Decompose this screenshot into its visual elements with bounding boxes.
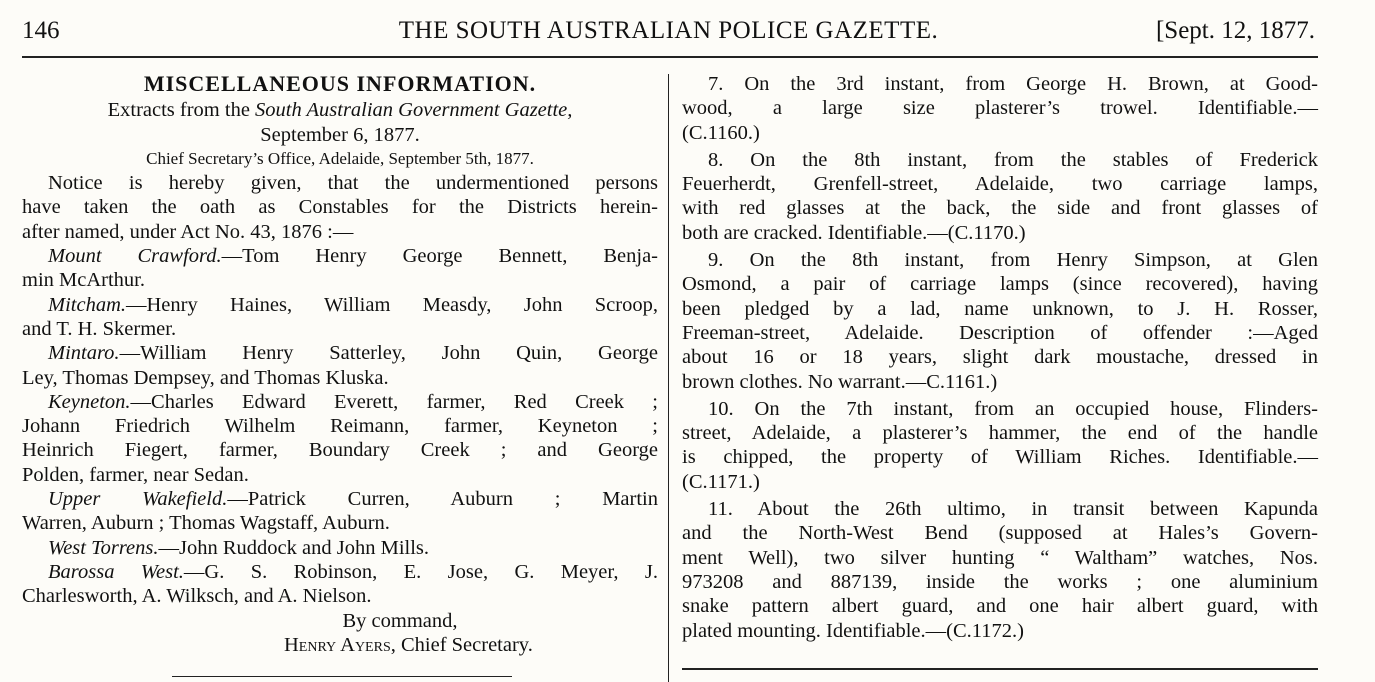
- report-line: both are cracked. Identifiable.—(C.1170.): [682, 221, 1026, 244]
- district-text: Johann Friedrich Wilhelm Reimann, farmer, Keyneton ;: [22, 415, 658, 438]
- district-entry: [22, 560, 658, 609]
- district-line: [22, 584, 658, 608]
- district-line: [22, 414, 658, 438]
- district-line: [22, 390, 658, 414]
- closing-rule: [172, 676, 512, 677]
- district-text: —G. S. Robinson, E. Jose, G. Meyer, J.: [183, 560, 659, 583]
- report-line: 10. On the 7th instant, from an occupied house, Flinders-: [708, 397, 1318, 420]
- report-item: [682, 397, 1318, 494]
- report-line: 8. On the 8th instant, from the stables of Frederick: [708, 148, 1318, 171]
- district-text: Warren, Auburn ; Thomas Wagstaff, Auburn.: [22, 512, 390, 535]
- notice-paragraph: [22, 171, 658, 244]
- report-line: 7. On the 3rd instant, from George H. Brown, at Good-: [708, 73, 1318, 95]
- right-column: [682, 72, 1318, 646]
- district-line: [22, 536, 658, 560]
- right-column-rule: [682, 668, 1318, 670]
- district-text: and T. H. Skermer.: [22, 317, 177, 340]
- report-line: is chipped, the property of William Riches. Identifiable.—: [682, 446, 1318, 469]
- district-text: min McArthur.: [22, 269, 145, 292]
- page-number: 146: [22, 17, 60, 44]
- issue-date: [Sept. 12, 1877.: [1155, 17, 1315, 44]
- district-entry: [22, 487, 658, 536]
- extract-prefix: Extracts from the: [107, 99, 256, 122]
- district-name: Barossa West.: [48, 560, 184, 583]
- district-entry: [22, 244, 658, 293]
- gazette-source: South Australian Government Gazette,: [255, 99, 573, 122]
- report-line: 973208 and 887139, inside the works ; one aluminium: [682, 570, 1318, 593]
- district-line: [22, 511, 658, 535]
- district-line: [22, 366, 658, 390]
- extract-date: September 6, 1877.: [260, 123, 420, 146]
- notice-line: Notice is hereby given, that the undermentioned persons: [48, 172, 658, 195]
- signatory-name: Henry Ayers: [284, 633, 391, 656]
- report-item: [682, 148, 1318, 245]
- district-name: Upper Wakefield.: [48, 488, 228, 511]
- report-line: (C.1171.): [682, 470, 760, 493]
- report-line: (C.1160.): [682, 121, 760, 144]
- notice-line: have taken the oath as Constables for the Districts herein-: [22, 196, 658, 219]
- district-text: —John Ruddock and John Mills.: [158, 536, 430, 559]
- report-line: been pledged by a lad, name unknown, to J. H. Rosser,: [682, 297, 1318, 320]
- district-line: [22, 438, 658, 462]
- report-line: street, Adelaide, a plasterer’s hammer, the end of the handle: [682, 422, 1318, 445]
- report-line: wood, a large size plasterer’s trowel. Identifiable.—: [682, 97, 1318, 120]
- district-entry: [22, 536, 658, 560]
- district-name: Mintaro.: [48, 342, 120, 365]
- report-line: plated mounting. Identifiable.—(C.1172.): [682, 619, 1024, 642]
- extract-line: [22, 98, 658, 122]
- district-text: —William Henry Satterley, John Quin, George: [119, 342, 658, 365]
- district-name: Mount Crawford.: [48, 245, 222, 268]
- left-column: [22, 72, 658, 657]
- district-list: [22, 244, 658, 608]
- report-line: and the North-West Bend (supposed at Hales’s Govern-: [682, 522, 1318, 545]
- district-line: [22, 317, 658, 341]
- district-text: Polden, farmer, near Sedan.: [22, 463, 249, 486]
- office-line: Chief Secretary’s Office, Adelaide, September 5th, 1877.: [146, 148, 534, 168]
- district-line: [22, 268, 658, 292]
- district-text: Ley, Thomas Dempsey, and Thomas Kluska.: [22, 366, 389, 389]
- by-command: By command,: [342, 609, 458, 632]
- district-line: [22, 487, 658, 511]
- report-line: Freeman-street, Adelaide. Description of offender :—Aged: [682, 321, 1318, 344]
- district-line: [22, 341, 658, 365]
- district-line: [22, 560, 658, 584]
- district-entry: [22, 293, 658, 342]
- gazette-title: THE SOUTH AUSTRALIAN POLICE GAZETTE.: [398, 17, 939, 44]
- section-heading: MISCELLANEOUS INFORMATION.: [143, 71, 537, 96]
- notice-line: after named, under Act No. 43, 1876 :—: [22, 220, 354, 243]
- report-item: [682, 497, 1318, 643]
- district-name: Mitcham.: [48, 293, 126, 316]
- report-line: 11. About the 26th ultimo, in transit between Kapunda: [708, 498, 1318, 521]
- district-entry: [22, 341, 658, 390]
- header-rule: [22, 56, 1318, 58]
- district-text: —Henry Haines, William Measdy, John Scroop,: [126, 293, 658, 316]
- report-item: [682, 72, 1318, 145]
- report-line: with red glasses at the back, the side and front glasses of: [682, 197, 1318, 220]
- report-line: Osmond, a pair of carriage lamps (since recovered), having: [682, 273, 1318, 296]
- report-line: Feuerherdt, Grenfell-street, Adelaide, two carriage lamps,: [682, 173, 1318, 196]
- report-item: [682, 248, 1318, 394]
- district-name: Keyneton.: [48, 390, 131, 413]
- report-line: about 16 or 18 years, slight dark moustache, dressed in: [682, 346, 1318, 369]
- district-text: —Patrick Curren, Auburn ; Martin: [227, 488, 658, 511]
- report-line: snake pattern albert guard, and one hair albert guard, with: [682, 595, 1318, 618]
- district-line: [22, 244, 658, 268]
- district-line: [22, 293, 658, 317]
- district-text: —Tom Henry George Bennett, Benja-: [221, 245, 658, 268]
- report-line: 9. On the 8th instant, from Henry Simpson, at Glen: [708, 249, 1318, 272]
- district-text: Heinrich Fiegert, farmer, Boundary Creek ; and George: [22, 439, 658, 462]
- district-text: —Charles Edward Everett, farmer, Red Creek ;: [130, 390, 658, 413]
- report-line: ment Well), two silver hunting “ Waltham” watches, Nos.: [682, 546, 1318, 569]
- district-text: Charlesworth, A. Wilksch, and A. Nielson.: [22, 585, 372, 608]
- district-line: [22, 463, 658, 487]
- district-entry: [22, 390, 658, 487]
- signatory-title: , Chief Secretary.: [390, 633, 533, 656]
- page-header: [22, 14, 1315, 48]
- report-line: brown clothes. No warrant.—C.1161.): [682, 370, 998, 393]
- column-divider: [668, 74, 669, 682]
- signature-line: [22, 633, 658, 657]
- district-name: West Torrens.: [48, 536, 159, 559]
